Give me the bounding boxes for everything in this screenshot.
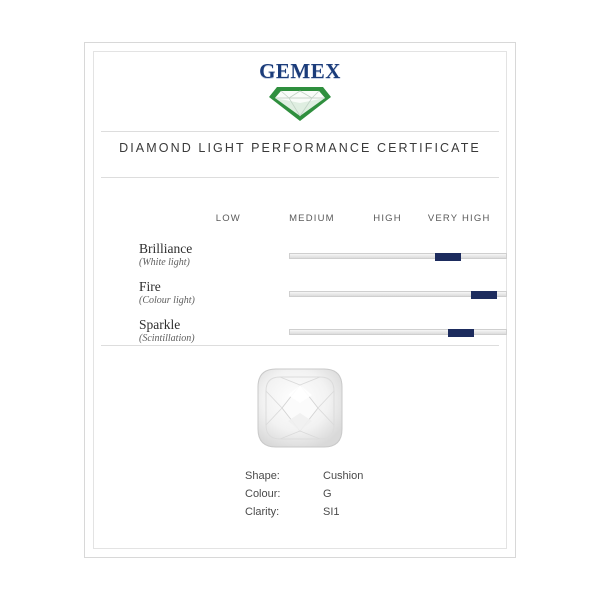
cushion-cut-diamond-photo xyxy=(254,365,346,451)
certificate-title: DIAMOND LIGHT PERFORMANCE CERTIFICATE xyxy=(119,141,481,155)
spec-row-shape xyxy=(245,467,363,485)
metric-label-sparkle xyxy=(139,317,249,345)
scale-label-medium: MEDIUM xyxy=(289,213,335,224)
metric-row-brilliance xyxy=(101,241,499,281)
light-performance-section xyxy=(101,193,499,344)
metric-subtitle: (White light) xyxy=(139,256,190,268)
metric-subtitle: (Colour light) xyxy=(139,294,195,306)
spec-value: Cushion xyxy=(323,470,364,482)
brand-name: GEMEX xyxy=(259,59,341,83)
spec-value: G xyxy=(323,488,332,500)
brand-logo xyxy=(85,61,515,121)
metric-bar-fire xyxy=(289,291,507,297)
spec-row-clarity xyxy=(245,503,363,521)
spec-value: SI1 xyxy=(323,506,340,518)
spec-key: Colour: xyxy=(245,488,281,500)
divider-under-title xyxy=(101,177,499,178)
metric-row-sparkle xyxy=(101,317,499,357)
spec-key: Clarity: xyxy=(245,506,280,518)
metric-bar-brilliance xyxy=(289,253,507,259)
metric-subtitle: (Scintillation) xyxy=(139,332,195,344)
spec-row-colour xyxy=(245,485,363,503)
metric-marker-sparkle xyxy=(448,329,474,337)
certificate-frame xyxy=(84,42,516,558)
scale-label-low: LOW xyxy=(215,213,241,224)
metric-row-fire xyxy=(101,279,499,319)
metric-name: Fire xyxy=(139,279,161,294)
metric-name: Brilliance xyxy=(139,241,193,256)
diamond-specs xyxy=(245,467,363,521)
metric-bar-sparkle xyxy=(289,329,507,335)
metric-label-fire xyxy=(139,279,249,307)
diamond-gem-icon xyxy=(265,83,335,130)
metric-marker-fire xyxy=(471,291,497,299)
spec-key: Shape: xyxy=(245,470,280,482)
metric-label-brilliance xyxy=(139,241,249,269)
metric-marker-brilliance xyxy=(435,253,461,261)
scale-labels xyxy=(101,213,499,227)
scale-label-very-high: VERY HIGH xyxy=(427,213,491,224)
scale-label-high: HIGH xyxy=(373,213,402,224)
metric-name: Sparkle xyxy=(139,317,181,332)
divider-under-logo xyxy=(101,131,499,132)
